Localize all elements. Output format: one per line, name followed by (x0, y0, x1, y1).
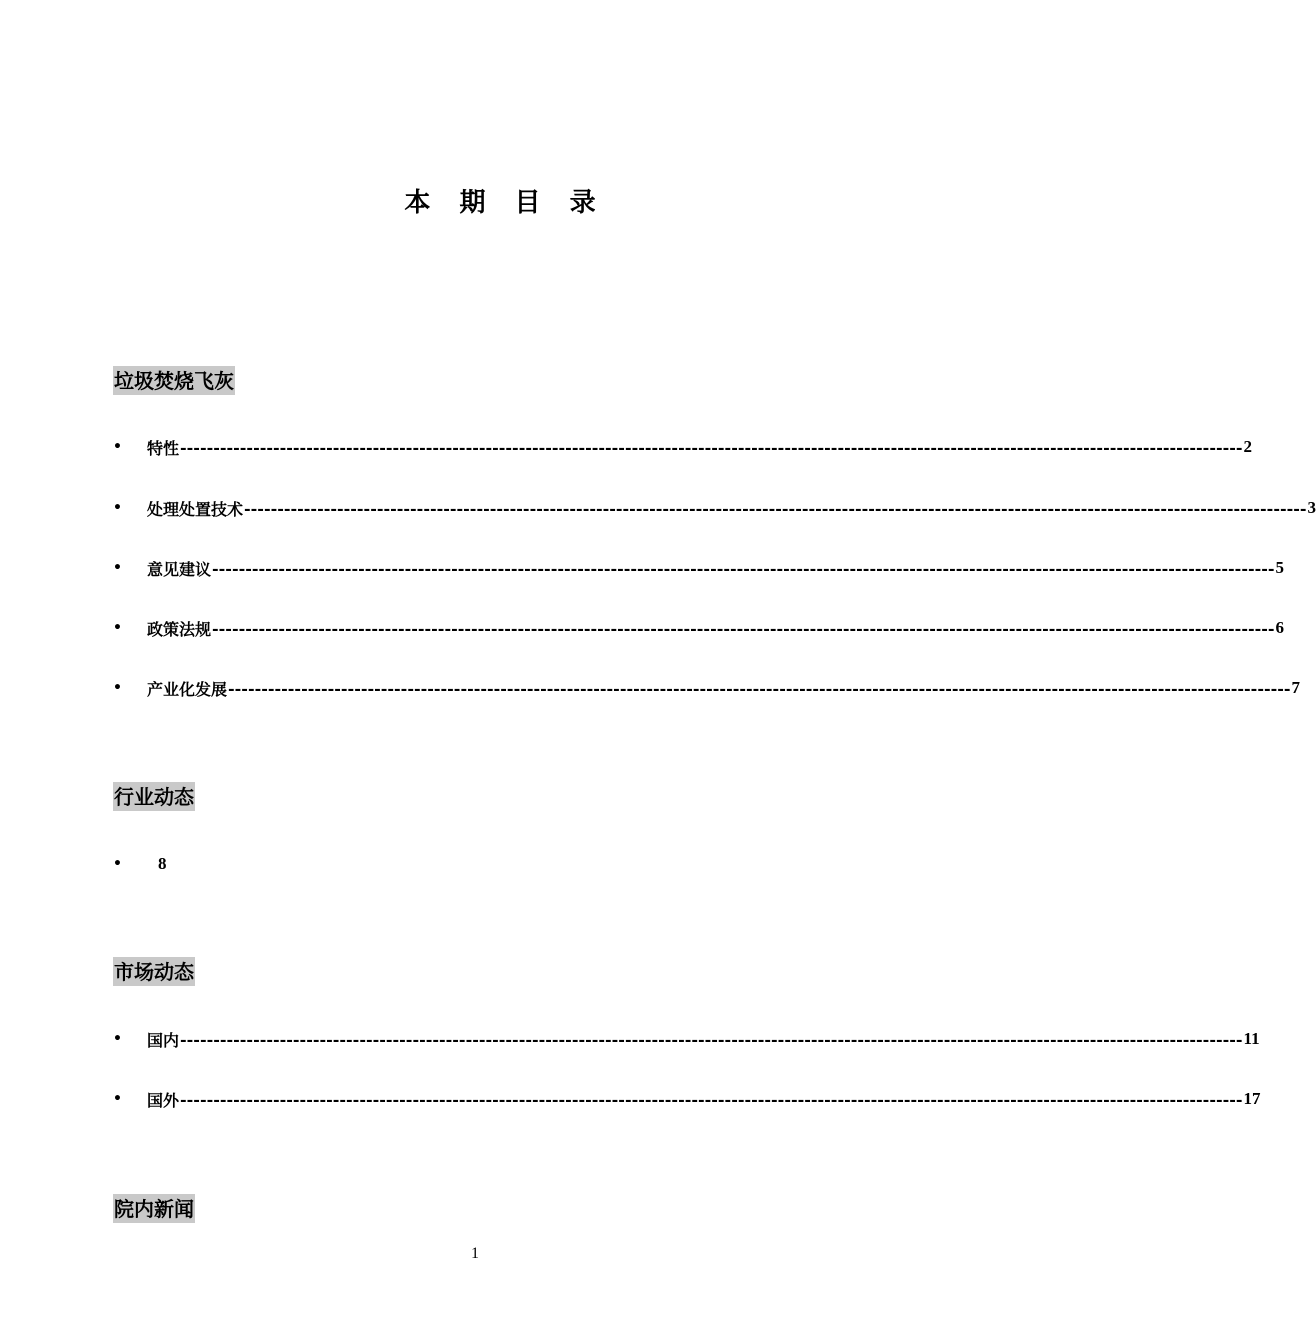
toc-entry-label: 产业化发展 (147, 679, 228, 699)
bullet-icon: • (113, 560, 122, 576)
dot-leader: ---------------------------------------------------------------------------------------------------------------------------------------------------------------- (180, 437, 1243, 457)
toc-entry-label: 意见建议 (147, 559, 212, 579)
section-heading-market-news: 市场动态 (113, 957, 195, 986)
toc-entry-policy[interactable] (113, 617, 1285, 639)
bullet-icon: • (113, 1091, 122, 1107)
toc-entry-label: 处理处置技术 (147, 499, 244, 519)
toc-page-number: 8 (158, 854, 167, 873)
bullet-icon: • (113, 1031, 122, 1047)
dot-leader: ---------------------------------------------------------------------------------------------------------------------------------------------------------------- (244, 498, 1307, 518)
toc-entry-suggestions[interactable] (113, 557, 1285, 579)
footer-page-number: 1 (471, 1245, 479, 1262)
dot-leader: ---------------------------------------------------------------------------------------------------------------------------------------------------------------- (212, 558, 1275, 578)
toc-page-number: 11 (1243, 1029, 1260, 1048)
toc-entry-label: 特性 (147, 438, 180, 458)
toc-entry-treatment-tech[interactable] (113, 497, 1316, 519)
bullet-icon: • (113, 856, 122, 872)
toc-title: 本 期 目 录 (404, 188, 606, 218)
toc-entry-domestic[interactable] (113, 1028, 1260, 1050)
dot-leader: ---------------------------------------------------------------------------------------------------------------------------------------------------------------- (180, 1029, 1243, 1049)
toc-entry-industry-news[interactable] (113, 853, 837, 875)
toc-entry-label: 政策法规 (147, 619, 212, 639)
toc-page-number: 6 (1275, 618, 1285, 637)
section-heading-industry-news: 行业动态 (113, 782, 195, 811)
toc-entry-industrialization[interactable] (113, 677, 1301, 699)
bullet-icon: • (113, 500, 122, 516)
toc-page-number: 5 (1275, 558, 1285, 577)
toc-page-number: 7 (1291, 678, 1301, 697)
toc-page-number: 2 (1243, 437, 1253, 456)
toc-entry-international[interactable] (113, 1088, 1261, 1110)
bullet-icon: • (113, 620, 122, 636)
toc-entry-label: 国外 (147, 1090, 180, 1110)
toc-page-number: 17 (1243, 1089, 1261, 1108)
dot-leader: ---------------------------------------------------------------------------------------------------------------------------------------------------------------- (212, 618, 1275, 638)
toc-entry-label: 国内 (147, 1030, 180, 1050)
dot-leader: ---------------------------------------------------------------------------------------------------------------------------------------------------------------- (228, 678, 1291, 698)
section-heading-fly-ash: 垃圾焚烧飞灰 (113, 366, 235, 395)
toc-page-number: 3 (1307, 498, 1316, 517)
dot-leader: ---------------------------------------------------------------------------------------------------------------------------------------------------------------- (180, 1089, 1243, 1109)
section-heading-institute-news: 院内新闻 (113, 1194, 195, 1223)
bullet-icon: • (113, 680, 122, 696)
bullet-icon: • (113, 439, 122, 455)
toc-entry-characteristics[interactable] (113, 436, 1253, 458)
